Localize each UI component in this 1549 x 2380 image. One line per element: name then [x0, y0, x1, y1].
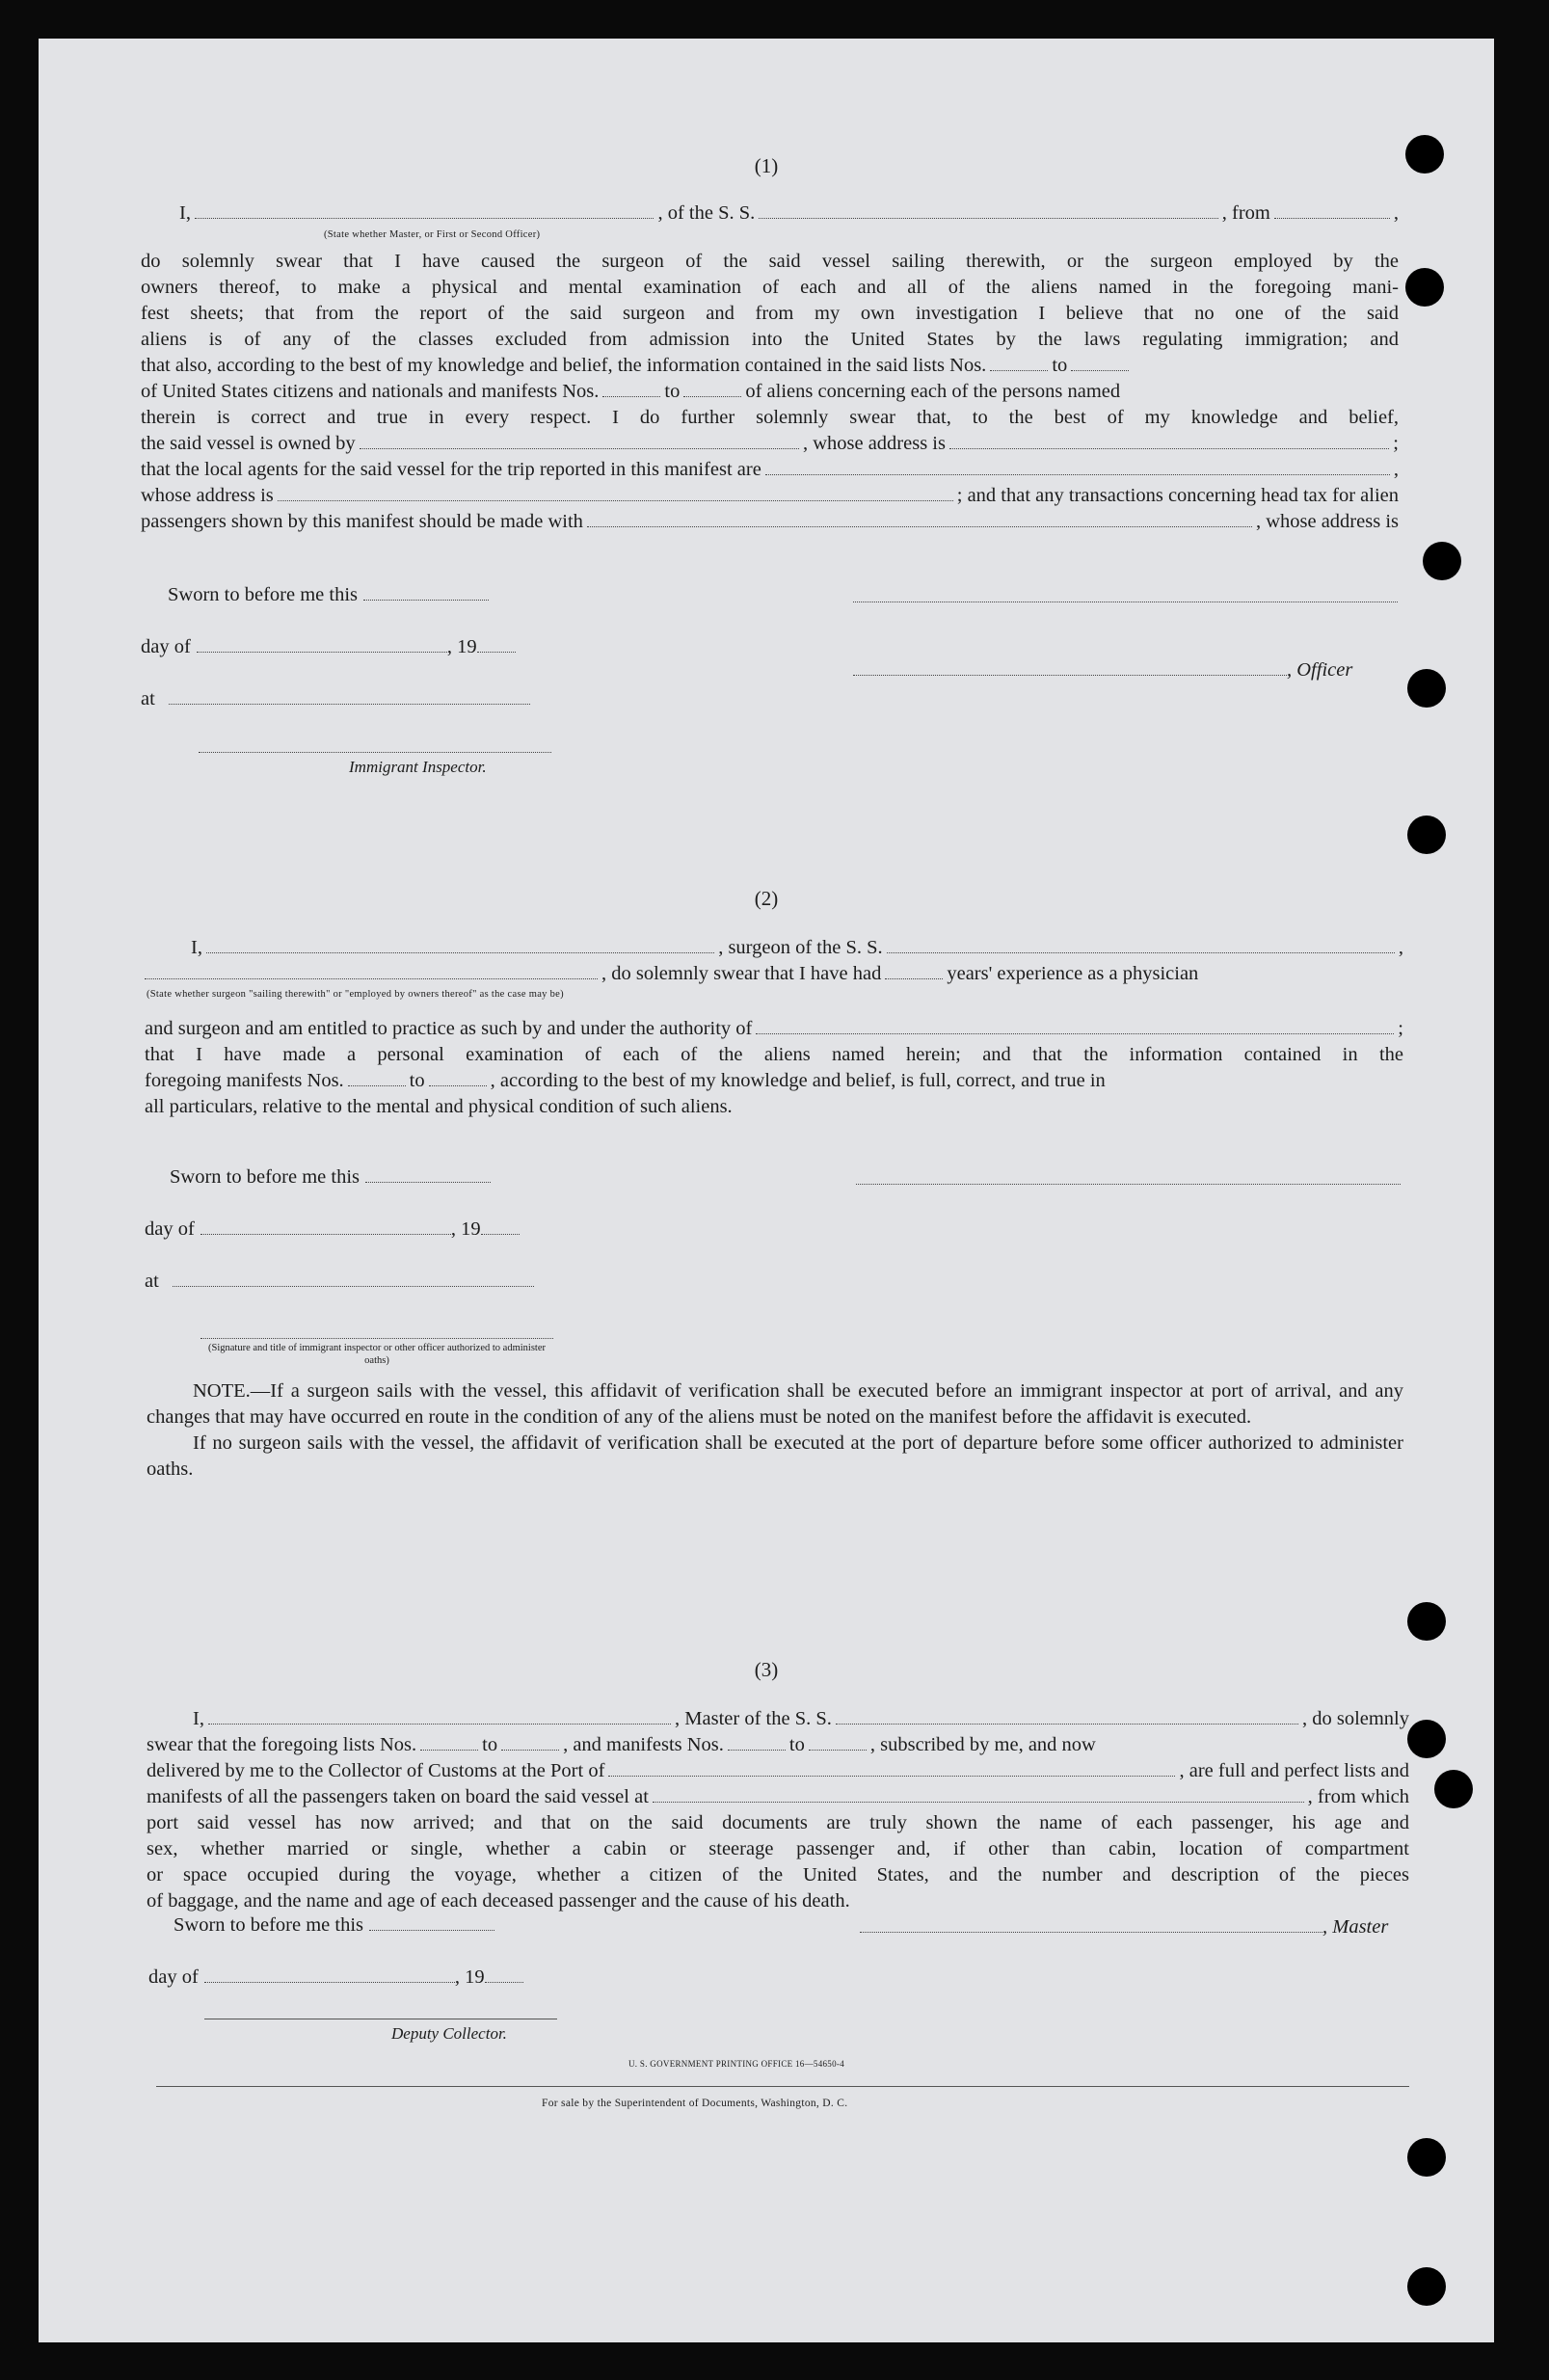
day-of-month-field[interactable] [197, 636, 447, 653]
section-3-number: (3) [754, 1658, 779, 1681]
owner-field[interactable] [360, 433, 799, 449]
gpo-imprint: U. S. GOVERNMENT PRINTING OFFICE 16—54650-4 [628, 2059, 844, 2069]
surgeon-name-field[interactable] [206, 937, 714, 953]
punch-hole [1407, 816, 1446, 854]
section-1-body [141, 201, 1399, 227]
vessel-name-field[interactable] [759, 202, 1218, 219]
punch-hole [1407, 1602, 1446, 1641]
master-name-field-3[interactable] [208, 1708, 671, 1725]
section-3-body: I, , Master of the S. S. , do solemnly swear that the foregoing lists Nos. to , and manifests Nos. to , subscribed by me, and now delivered by me to the Collector of Customs at the Port of , are full and perfect lists and manifests of all the passengers taken on board the said vessel at , from which port said vessel has now arrived; and that on the said documents are truly shown the name of each passenger, his age and sex, whether married or single, whether a cabin or steerage passenger and, if other than cabin, location of compartment or space occupied during the voyage, whether a citizen of the United States, and the number and description of the pieces of baggage, and the name and age of each deceased passenger and the cause of his death. [147, 1708, 1410, 1912]
inspector-signature-line-2[interactable] [200, 1323, 553, 1339]
day-of-month-field-2[interactable] [200, 1218, 451, 1235]
immigrant-inspector-caption: Immigrant Inspector. [349, 758, 487, 776]
year-field[interactable] [477, 636, 516, 653]
section-2-body: I, , surgeon of the S. S. , , do solemnly swear that I have had years' experience as a physician [145, 935, 1403, 987]
head-tax-agent-field[interactable] [587, 511, 1252, 527]
lists-from-field-3[interactable] [420, 1734, 478, 1751]
punch-hole [1407, 669, 1446, 708]
at-place-field-2[interactable] [173, 1270, 534, 1287]
sworn-day-field-3[interactable] [369, 1914, 494, 1931]
customs-port-field[interactable] [608, 1760, 1175, 1777]
manifests-from-field-3[interactable] [728, 1734, 786, 1751]
year-field-3[interactable] [485, 1966, 523, 1983]
master-signature-line: , Master [860, 1916, 1388, 1939]
sworn-line-1: Sworn to before me this [168, 584, 489, 606]
boarding-port-field[interactable] [653, 1786, 1304, 1803]
punch-hole [1434, 1770, 1473, 1808]
manifests-to-field[interactable] [683, 381, 741, 397]
officer-line-1: , Officer [853, 659, 1352, 682]
vessel-name-field-3[interactable] [836, 1708, 1298, 1725]
manifests-from-field[interactable] [602, 381, 660, 397]
master-name-field[interactable] [195, 202, 654, 219]
officer-signature-line-top[interactable] [853, 586, 1398, 602]
at-line-1: at [141, 688, 530, 710]
owner-address-field[interactable] [949, 433, 1389, 449]
surgeon-manifests-from-field[interactable] [348, 1070, 406, 1086]
day-of-line-1: day of , 19 [141, 636, 516, 658]
section-2-oath: and surgeon and am entitled to practice as such by and under the authority of ; that I have made a personal examination of each of the aliens named herein; and that the information contained in the foregoing manifests Nos. to , according to the best of my knowledge and belief, is full, correct, and true in all particulars, relative to the mental and physical condition of such aliens. [145, 1018, 1403, 1117]
section-1-number: (1) [754, 154, 779, 177]
officer-signature-field[interactable] [853, 659, 1287, 676]
inspector-signature-line[interactable] [199, 736, 551, 753]
lists-to-field-3[interactable] [501, 1734, 559, 1751]
surgeon-vessel-field[interactable] [887, 937, 1395, 953]
section-1-line: I, , of the S. S. , from , [179, 202, 1399, 224]
at-line-2: at [145, 1270, 534, 1293]
lists-from-field[interactable] [990, 355, 1048, 371]
section-1-oath: do solemnly swear that I have caused the surgeon of the said vessel sailing therewith, or the surgeon employed by the owners thereof, to make a physical and mental examination of each and all of the aliens named in the foregoing mani- fest sheets; that from the report of the said surgeon and from my own investigation I believe that no one of the said aliens is of any of the classes excluded from admission into the United States by the laws regulating immigration; and that also, according to the best of my knowledge and belief, the information contained in the said lists Nos. to of United States citizens and nationals and manifests Nos. to of aliens concerning each of the persons named therein is correct and true in every respect. I do further solemnly swear that, to the best of my knowledge and belief, the said vessel is owned by , whose address is ; that the local agents for the said vessel for the trip reported in this manifest are , whose address is ; and that any transactions concerning head tax for alien passengers shown by this manifest should be made with , whose address is [141, 251, 1399, 532]
at-place-field[interactable] [169, 688, 530, 705]
day-of-line-2: day of , 19 [145, 1218, 520, 1241]
manifests-to-field-3[interactable] [809, 1734, 867, 1751]
agents-address-field[interactable] [278, 485, 953, 501]
punch-hole [1423, 542, 1461, 580]
footer-rule [156, 2086, 1409, 2087]
authority-field[interactable] [756, 1018, 1394, 1034]
punch-hole [1407, 2267, 1446, 2306]
sworn-day-field[interactable] [363, 584, 489, 601]
master-caption: (State whether Master, or First or Second Officer) [324, 229, 541, 240]
punch-hole [1405, 268, 1444, 307]
master-signature-field[interactable] [860, 1916, 1322, 1933]
surgeon-status-field[interactable] [145, 963, 598, 979]
sale-notice: For sale by the Superintendent of Documents, Washington, D. C. [542, 2098, 848, 2109]
surgeon-signature-line[interactable] [856, 1168, 1401, 1185]
surgeon-note: NOTE.—If a surgeon sails with the vessel, this affidavit of verification shall be executed before an immigrant inspector at port of arrival, and any changes that may have occurred en route in the condition of any of the aliens must be noted on the manifest before the affidavit is executed. If no surgeon sails with the vessel, the affidavit of verification shall be executed at the port of departure before some officer authorized to administer oaths. [147, 1380, 1403, 1480]
section-2-number: (2) [754, 887, 779, 910]
day-of-month-field-3[interactable] [204, 1966, 455, 1983]
day-of-line-3: day of , 19 [148, 1966, 523, 1989]
sworn-line-2: Sworn to before me this [170, 1166, 491, 1189]
surgeon-caption: (State whether surgeon "sailing therewith" or "employed by owners thereof" as the case may be) [147, 989, 564, 1000]
punch-hole [1407, 1720, 1446, 1758]
sworn-line-3: Sworn to before me this [174, 1914, 494, 1937]
agents-field[interactable] [765, 459, 1390, 475]
year-field-2[interactable] [481, 1218, 520, 1235]
form-page [39, 39, 1494, 2342]
punch-hole [1407, 2138, 1446, 2177]
sworn-day-field-2[interactable] [365, 1166, 491, 1183]
signature-title-caption: (Signature and title of immigrant inspector or other officer authorized to administer oaths) [208, 1343, 546, 1366]
years-experience-field[interactable] [885, 963, 943, 979]
from-port-field[interactable] [1274, 202, 1390, 219]
surgeon-manifests-to-field[interactable] [429, 1070, 487, 1086]
deputy-collector-caption: Deputy Collector. [391, 2024, 507, 2043]
lists-to-field[interactable] [1071, 355, 1129, 371]
